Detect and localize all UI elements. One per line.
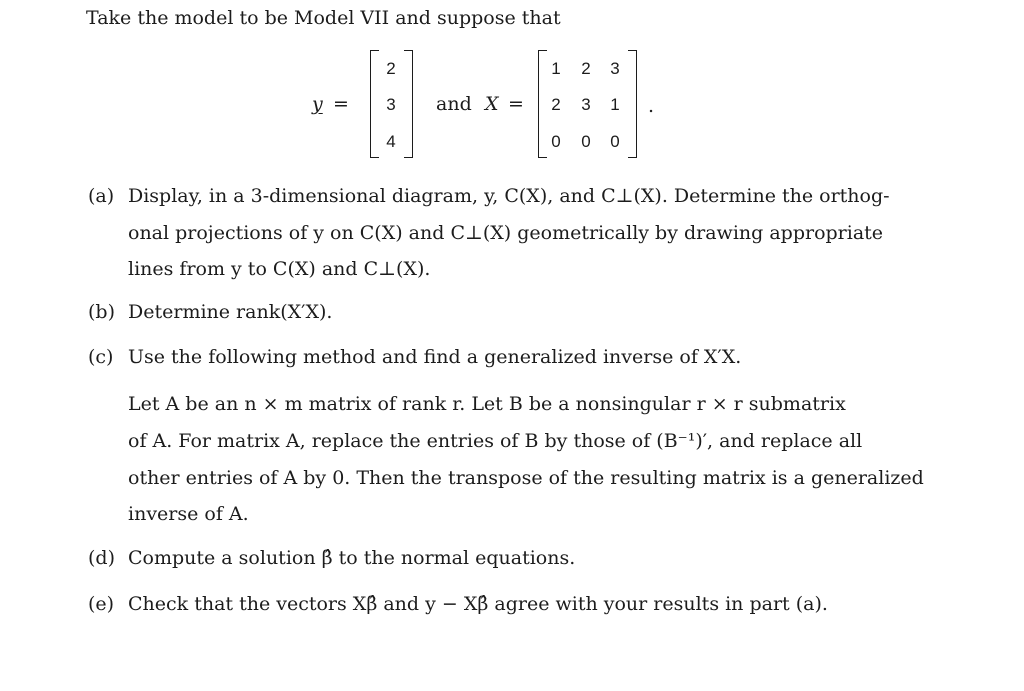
and-text: and — [436, 93, 472, 115]
x-matrix-entry: 1 — [551, 59, 561, 78]
part-a-line-2: onal projections of y on C(X) and C⊥(X) geometrically by drawing appropriate — [128, 222, 884, 244]
equals-sign: = — [333, 93, 349, 115]
y-vector-right-bracket — [404, 50, 413, 158]
x-matrix-right-bracket — [628, 50, 637, 158]
part-a-label: (a) — [88, 185, 115, 207]
part-e-line-1: (e) Check that the vectors Xβ̂ and y − Xβ̂ agree with your results in part (a). — [88, 593, 828, 615]
x-matrix-entry: 0 — [551, 132, 561, 151]
part-a-line-3: lines from y to C(X) and C⊥(X). — [128, 258, 431, 280]
part-b-line-1: (b) Determine rank(X′X). — [88, 301, 333, 323]
part-d-line-1: (d) Compute a solution β̂ to the normal equations. — [88, 547, 576, 569]
part-c-paragraph-line-3: other entries of A by 0. Then the transpose of the resulting matrix is a generalized — [128, 467, 924, 489]
x-matrix-entry: 2 — [551, 95, 561, 114]
x-symbol: X — [485, 93, 499, 115]
part-e-label: (e) — [88, 593, 115, 615]
intro-text: Take the model to be Model VII and suppose that — [86, 7, 561, 29]
part-c-paragraph-line-1: Let A be an n × m matrix of rank r. Let B be a nonsingular r × r submatrix — [128, 393, 846, 415]
y-vector-entry: 3 — [386, 95, 396, 114]
y-vector-entry: 4 — [386, 132, 396, 151]
x-matrix-entry: 3 — [581, 95, 591, 114]
part-a-line-1: (a) Display, in a 3-dimensional diagram, y, C(X), and C⊥(X). Determine the orthog- — [88, 185, 890, 207]
part-d-label: (d) — [88, 547, 115, 569]
equation-period: . — [648, 95, 655, 117]
x-matrix-entry: 1 — [610, 95, 620, 114]
part-c-paragraph-line-2: of A. For matrix A, replace the entries of B by those of (B⁻¹)′, and replace all — [128, 430, 863, 452]
x-matrix-entry: 0 — [610, 132, 620, 151]
part-c-label: (c) — [88, 346, 114, 368]
x-matrix-entry: 3 — [610, 59, 620, 78]
x-matrix-entry: 0 — [581, 132, 591, 151]
part-c-line-1: (c) Use the following method and find a generalized inverse of X′X. — [88, 346, 742, 368]
y-vector-entry: 2 — [386, 59, 396, 78]
x-equals-sign: = — [508, 93, 524, 115]
y-vector-left-bracket — [370, 50, 379, 158]
y-symbol: y — [312, 93, 323, 115]
x-matrix-entry: 2 — [581, 59, 591, 78]
part-b-label: (b) — [88, 301, 115, 323]
part-c-paragraph-line-4: inverse of A. — [128, 503, 249, 525]
